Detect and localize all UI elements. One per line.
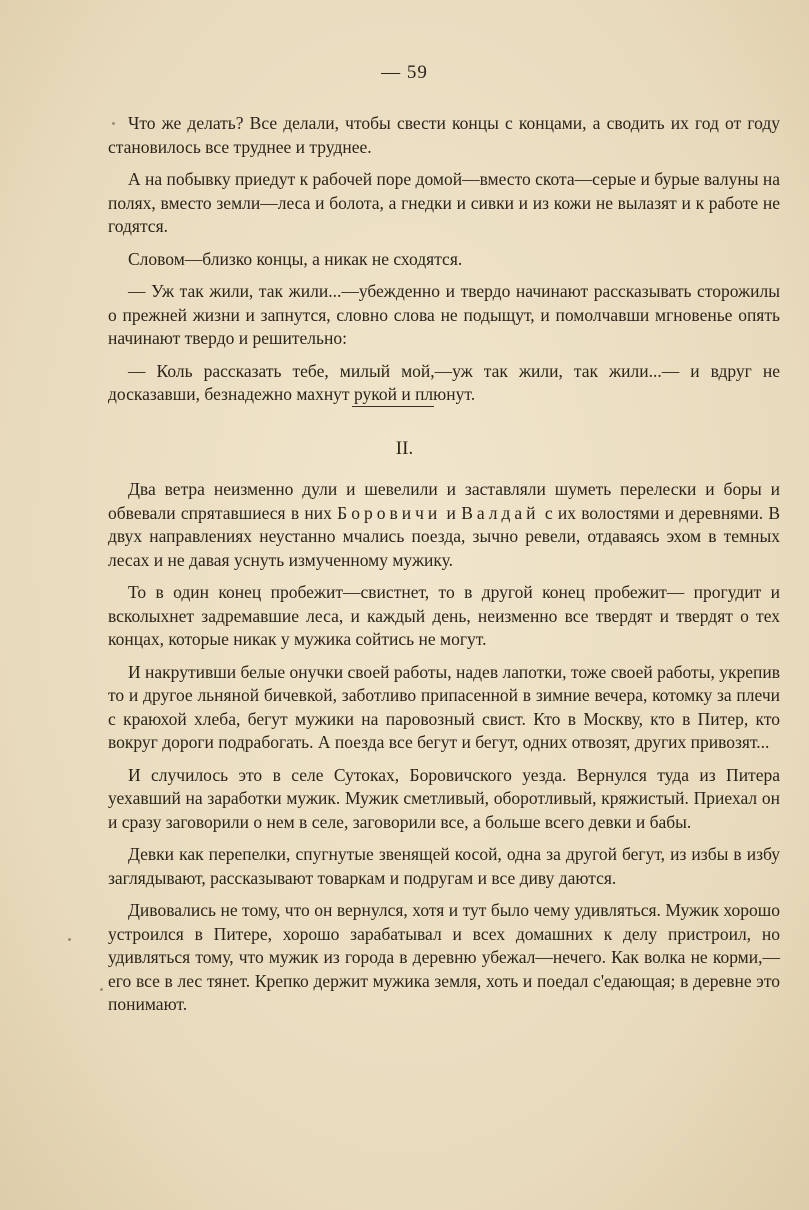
paragraph: То в один конец пробежит—свистнет, то в другой конец пробежит— прогудит и всколыхнет задремавшие леса, и каждый день, неизменно все твердят и твердят о тех концах, которые никак у мужика сойтись не могут.	[108, 582, 780, 649]
text-block-top	[108, 112, 780, 407]
paragraph: А на побывку приедут к рабочей поре домой—вместо скота—серые и бурые валуны на полях, вместо земли—леса и болота, а гнедки и сивки и из кожи не вылазят и к работе не годятся.	[108, 169, 780, 236]
page-number: — 59	[381, 62, 428, 83]
section-divider	[352, 406, 434, 407]
conjunction: и	[446, 502, 456, 523]
margin-speck	[68, 938, 71, 941]
paragraph: — Уж так жили, так жили...—убежденно и твердо начинают рассказывать сторожилы о прежней жизни и запнутся, словно слова не подыщут, и помолчавши мгновенье опять начинают твердо и решительно:	[108, 281, 780, 348]
town-name: Боровичи	[337, 502, 442, 523]
paragraph: Дивовались не тому, что он вернулся, хотя и тут было чему удивляться. Мужик хорошо устроился в Питере, хорошо зарабатывал и всех домашних к делу пристроил, но удивляться тому, что мужик из города в деревню убежал—нечего. Как волка не корми,—его все в лес тянет. Крепко держит мужика земля, хоть и поедал с'едающая; в деревне это понимают.	[108, 900, 780, 1014]
paragraph: — Коль рассказать тебе, милый мой,—уж так жили, так жили...— и вдруг не досказавши, безнадежно махнут рукой и плюнут.	[108, 360, 780, 404]
town-name: Валдай	[461, 502, 540, 523]
margin-speck	[100, 988, 103, 991]
paragraph: И накрутивши белые онучки своей работы, надев лапотки, тоже своей работы, укрепив то и другое льняной бичевкой, заботливо припасенной в зимние вечера, котомку за плечи с краюхой хлеба, бегут мужики на паровозный свист. Кто в Москву, кто в Питер, кто вокруг дороги подрабогать. А поезда все бегут и бегут, одних отвозят, других привозят...	[108, 661, 780, 752]
paragraph: Что же делать? Все делали, чтобы свести концы с концами, а сводить их год от году становилось все труднее и труднее.	[108, 113, 780, 157]
paragraph-text: Два ветра неизменно дули и шевелили и заставляли шуметь перелески и боры и обвевали спрятавшиеся в них	[108, 479, 780, 523]
margin-speck	[112, 122, 115, 125]
paragraph: Словом—близко концы, а никак не сходятся.	[128, 248, 463, 269]
text-block-section	[108, 478, 780, 1017]
section-heading: II.	[395, 438, 414, 459]
paragraph: Девки как перепелки, спугнутые звенящей косой, одна за другой бегут, из избы в избу заглядывают, рассказывают товаркам и подругам и все диву даются.	[108, 844, 780, 888]
paragraph: И случилось это в селе Сутоках, Боровичского уезда. Вернулся туда из Питера уехавший на заработки мужик. Мужик сметливый, оборотливый, кряжистый. Приехал он и сразу заговорили о нем в селе, заговорили все, а больше всего девки и бабы.	[108, 764, 780, 832]
paragraph	[108, 478, 780, 572]
paragraph-text: с их волостями и деревнями. В двух направлениях неустанно мчались поезда, зычно ревели, отдаваясь эхом в темных лесах и не давая уснуть измученному мужику.	[108, 502, 781, 570]
